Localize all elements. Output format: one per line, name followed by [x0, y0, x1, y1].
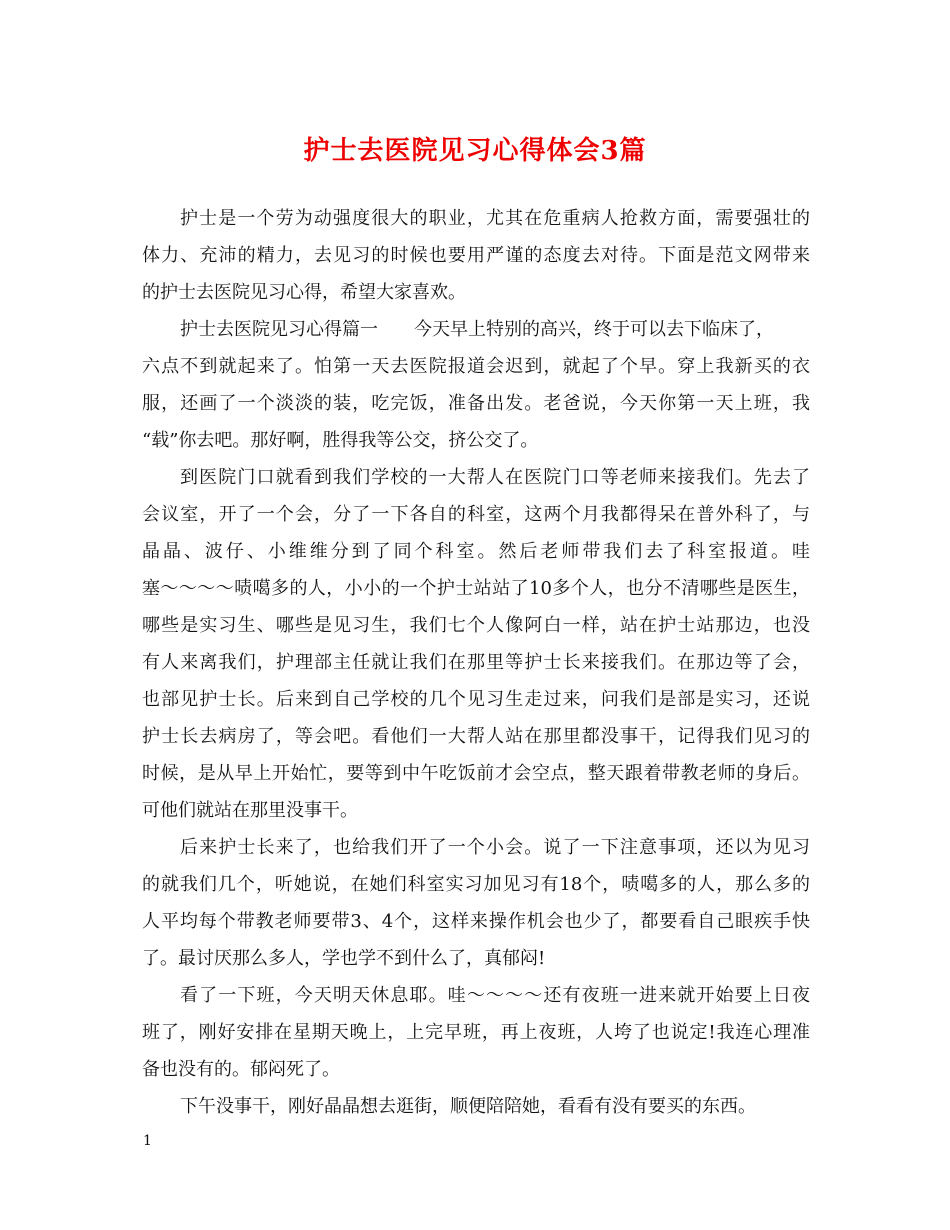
text-line — [142, 311, 810, 348]
text-line: 下午没事干，刚好晶晶想去逛街，顺便陪陪她，看看有没有要买的东西。 — [180, 1096, 756, 1117]
text-line: 会议室，开了一个会，分了一下各自的科室，这两个月我都得呆在普外科了，与 — [142, 504, 810, 525]
text-line: 哪些是实习生、哪些是见习生，我们七个人像阿白一样，站在护士站那边，也没 — [142, 615, 810, 636]
document-title: 护士去医院见习心得体会3篇 — [303, 136, 647, 166]
text-line: 备也没有的。郁闷死了。 — [142, 1059, 340, 1080]
text-line: 到医院门口就看到我们学校的一大帮人在医院门口等老师来接我们。先去了 — [180, 467, 810, 488]
text-line: 护士是一个劳为动强度很大的职业，尤其在危重病人抢救方面，需要强壮的 — [180, 208, 810, 229]
text-line: 护士长去病房了，等会吧。看他们一大帮人站在那里都没事干，记得我们见习的 — [142, 726, 810, 747]
text-line: 的护士去医院见习心得，希望大家喜欢。 — [142, 282, 466, 303]
text-line: 塞～～～～啧噶多的人，小小的一个护士站站了10多个人，也分不清哪些是医生， — [142, 578, 810, 599]
page-number: 1 — [143, 1133, 152, 1149]
text-line: 晶晶、波仔、小维维分到了同个科室。然后老师带我们去了科室报道。哇 — [142, 541, 810, 562]
text-line: 服，还画了一个淡淡的装，吃完饭，准备出发。老爸说，今天你第一天上班，我 — [142, 393, 810, 414]
text-line: 看了一下班，今天明天休息耶。哇～～～～还有夜班一进来就开始要上日夜 — [180, 985, 810, 1006]
text-line: 可他们就站在那里没事干。 — [142, 800, 358, 821]
text-line: 体力、充沛的精力，去见习的时候也要用严谨的态度去对待。下面是范文网带来 — [142, 245, 810, 266]
text-line: 的就我们几个，听她说，在她们科室实习加见习有18个，啧噶多的人，那么多的 — [142, 874, 810, 895]
text-line: 后来护士长来了，也给我们开了一个小会。说了一下注意事项，还以为见习 — [180, 837, 810, 858]
text-line: 时候，是从早上开始忙，要等到中午吃饭前才会空点，整天跟着带教老师的身后。 — [142, 763, 810, 784]
text-line: 六点不到就起来了。怕第一天去医院报道会迟到，就起了个早。穿上我新买的衣 — [142, 356, 810, 377]
text-line: 有人来离我们，护理部主任就让我们在那里等护士长来接我们。在那边等了会， — [142, 652, 810, 673]
text-line: 班了，刚好安排在星期天晚上，上完早班，再上夜班，人垮了也说定!我连心理准 — [142, 1022, 810, 1043]
text-line: “载”你去吧。那好啊，胜得我等公交，挤公交了。 — [142, 430, 539, 451]
document-body — [142, 200, 810, 1125]
text-line: 也部见护士长。后来到自己学校的几个见习生走过来，问我们是部是实习，还说 — [142, 689, 810, 710]
text-line: 了。最讨厌那么多人，学也学不到什么了，真郁闷! — [142, 948, 546, 969]
text-line: 人平均每个带教老师要带3、4个，这样来操作机会也少了，都要看自己眼疾手快 — [142, 911, 810, 932]
text-span: 今天早上特别的高兴，终于可以去下临床了， — [414, 319, 774, 340]
section-heading: 护士去医院见习心得篇一 — [180, 319, 378, 340]
